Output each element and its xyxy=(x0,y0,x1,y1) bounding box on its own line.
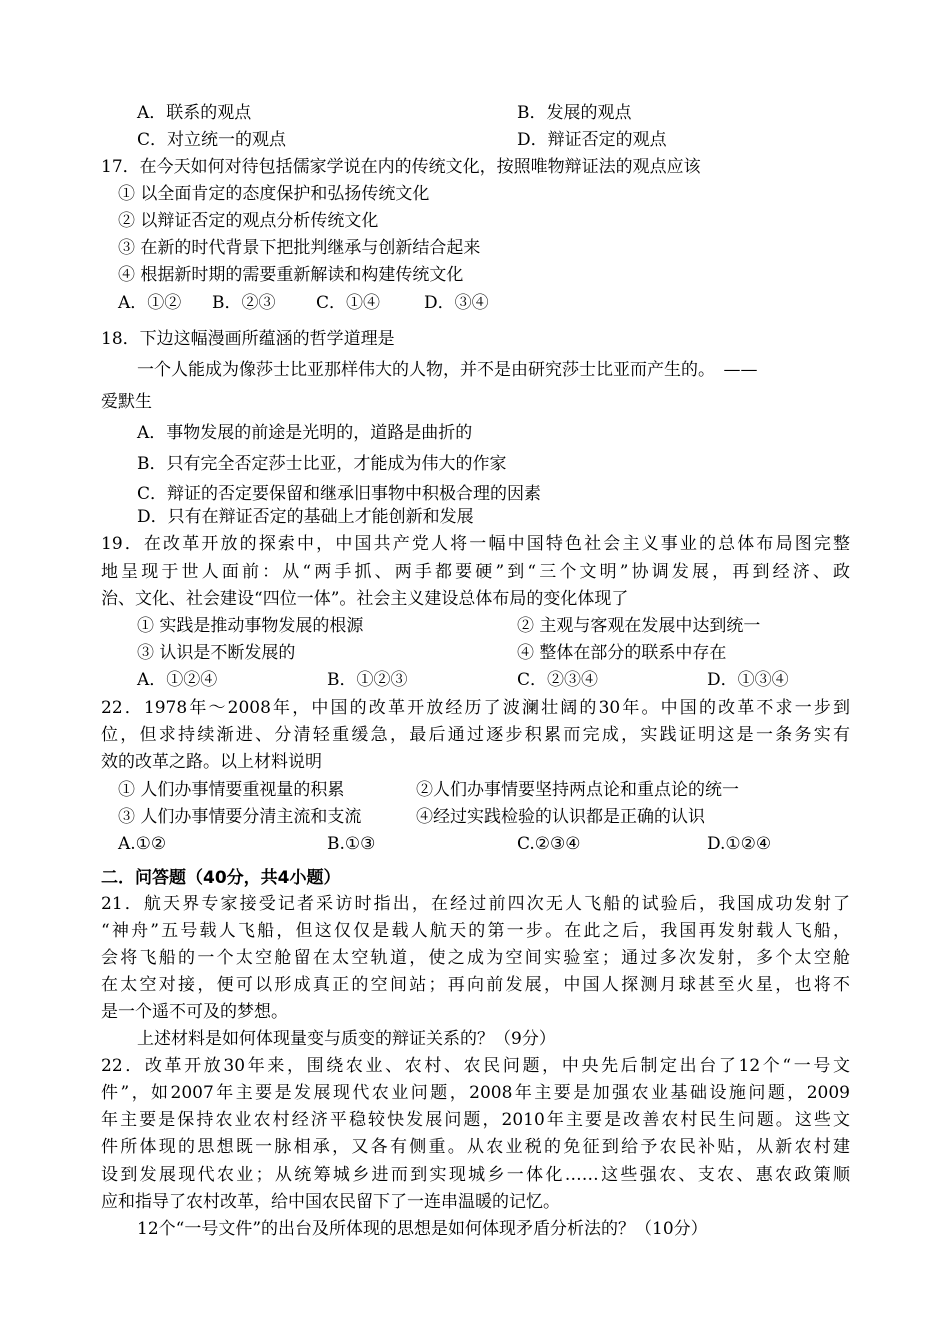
q19-option-a: A．①②④ xyxy=(137,670,218,690)
q19-item-3: ③ 认识是不断发展的 xyxy=(137,643,296,663)
q21-line-2: “神舟”五号载人飞船，但这仅仅是载人航天的第一步。在此之后，我国再发射载人飞船， xyxy=(101,921,850,941)
q22b-question: 12个“一号文件”的出台及所体现的思想是如何体现矛盾分析法的？（10分） xyxy=(137,1219,708,1239)
q18-quote-line-2: 爱默生 xyxy=(101,392,152,412)
q22a-item-1: ① 人们办事情要重视量的积累 xyxy=(118,780,345,800)
q22a-option-d: D.①②④ xyxy=(707,834,772,854)
q22b-line-1: 22．改革开放30年来，围绕农业、农村、农民问题，中央先后制定出台了12个“一号文 xyxy=(101,1056,850,1076)
q22a-option-a: A.①② xyxy=(118,834,167,854)
q22a-option-c: C.②③④ xyxy=(517,834,581,854)
q18-option-a: A．事物发展的前途是光明的，道路是曲折的 xyxy=(137,423,473,443)
q18-option-c: C．辩证的否定要保留和继承旧事物中积极合理的因素 xyxy=(137,484,542,504)
q17-option-b: B．②③ xyxy=(212,293,276,313)
q18-stem: 18．下边这幅漫画所蕴涵的哲学道理是 xyxy=(101,329,395,349)
q17-item-1: ① 以全面肯定的态度保护和弘扬传统文化 xyxy=(118,184,430,204)
q22b-line-4: 件所体现的思想既一脉相承，又各有侧重。从农业税的免征到给予农民补贴，从新农村建 xyxy=(101,1137,850,1157)
q22a-line-1: 22．1978年～2008年，中国的改革开放经历了波澜壮阔的30年。中国的改革不求一步到 xyxy=(101,698,850,718)
q17-item-2: ② 以辩证否定的观点分析传统文化 xyxy=(118,211,379,231)
q17-item-4: ④ 根据新时期的需要重新解读和构建传统文化 xyxy=(118,265,464,285)
q21-line-5: 是一个遥不可及的梦想。 xyxy=(101,1002,288,1022)
q16-option-b: B．发展的观点 xyxy=(517,103,632,123)
q16-option-d: D．辩证否定的观点 xyxy=(517,130,667,150)
q21-line-4: 在太空对接，便可以形成真正的空间站；再向前发展，中国人探测月球甚至火星，也将不 xyxy=(101,975,850,995)
q19-item-1: ① 实践是推动事物发展的根源 xyxy=(137,616,364,636)
q19-line-3: 治、文化、社会建设“四位一体”。社会主义建设总体布局的变化体现了 xyxy=(101,589,629,609)
q18-option-d: D．只有在辩证否定的基础上才能创新和发展 xyxy=(137,507,474,527)
q17-option-c: C．①④ xyxy=(316,293,381,313)
q21-question: 上述材料是如何体现量变与质变的辩证关系的？（9分） xyxy=(137,1029,556,1049)
q19-item-2: ② 主观与客观在发展中达到统一 xyxy=(517,616,761,636)
q22b-line-6: 应和指导了农村改革，给中国农民留下了一连串温暖的记忆。 xyxy=(101,1192,560,1212)
q17-option-a: A．①② xyxy=(118,293,182,313)
q19-option-c: C．②③④ xyxy=(517,670,599,690)
q22a-line-3: 效的改革之路。以上材料说明 xyxy=(101,752,322,772)
q19-option-b: B．①②③ xyxy=(327,670,408,690)
q22a-item-2: ②人们办事情要坚持两点论和重点论的统一 xyxy=(416,780,739,800)
q21-line-1: 21．航天界专家接受记者采访时指出，在经过前四次无人飞船的试验后，我国成功发射了 xyxy=(101,894,850,914)
q19-line-1: 19．在改革开放的探索中，中国共产党人将一幅中国特色社会主义事业的总体布局图完整 xyxy=(101,534,850,554)
q22a-item-4: ④经过实践检验的认识都是正确的认识 xyxy=(416,807,705,827)
q21-line-3: 会将飞船的一个太空舱留在太空轨道，使之成为空间实验室；通过多次发射，多个太空舱 xyxy=(101,948,850,968)
q19-item-4: ④ 整体在部分的联系中存在 xyxy=(517,643,727,663)
q22a-option-b: B.①③ xyxy=(327,834,376,854)
q17-stem: 17．在今天如何对待包括儒家学说在内的传统文化，按照唯物辩证法的观点应该 xyxy=(101,157,701,177)
q22a-item-3: ③ 人们办事情要分清主流和支流 xyxy=(118,807,362,827)
section-2-heading: 二．问答题（40分，共4小题） xyxy=(101,868,341,888)
q16-option-a: A．联系的观点 xyxy=(137,103,252,123)
q19-line-2: 地呈现于世人面前：从“两手抓、两手都要硬”到“三个文明”协调发展，再到经济、政 xyxy=(101,562,850,582)
q22a-line-2: 位，但求持续渐进、分清轻重缓急，最后通过逐步积累而完成，实践证明这是一条务实有 xyxy=(101,725,850,745)
q22b-line-3: 年主要是保持农业农村经济平稳较快发展问题，2010年主要是改善农村民生问题。这些文 xyxy=(101,1110,850,1130)
q22b-line-2: 件”，如2007年主要是发展现代农业问题，2008年主要是加强农业基础设施问题，2009 xyxy=(101,1083,850,1103)
q18-quote-line-1: 一个人能成为像莎士比亚那样伟大的人物，并不是由研究莎士比亚而产生的。 —— xyxy=(137,360,758,380)
q17-item-3: ③ 在新的时代背景下把批判继承与创新结合起来 xyxy=(118,238,481,258)
q19-option-d: D．①③④ xyxy=(707,670,789,690)
q16-option-c: C．对立统一的观点 xyxy=(137,130,287,150)
q18-option-b: B．只有完全否定莎士比亚，才能成为伟大的作家 xyxy=(137,454,507,474)
q17-option-d: D．③④ xyxy=(424,293,489,313)
q22b-line-5: 设到发展现代农业；从统筹城乡进而到实现城乡一体化……这些强农、支农、惠农政策顺 xyxy=(101,1165,850,1185)
